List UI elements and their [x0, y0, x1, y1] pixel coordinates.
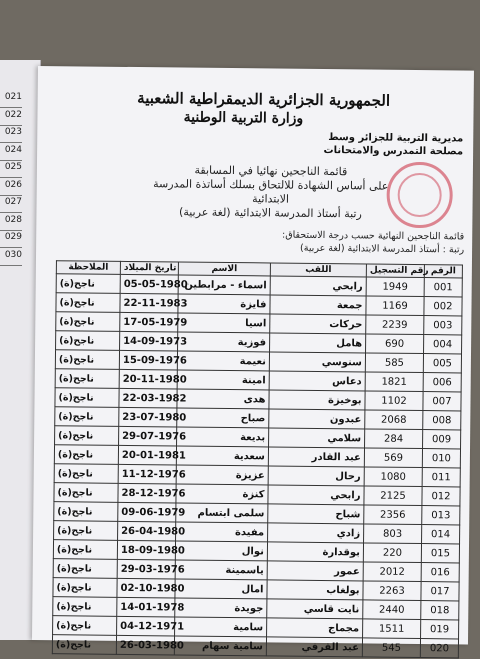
- cell-reg: 690: [366, 334, 424, 354]
- cell-num: 020: [420, 639, 458, 658]
- cell-dob: 20-01-1981: [118, 445, 176, 465]
- document-sheet: [32, 66, 474, 654]
- cell-reg: 585: [365, 353, 423, 373]
- table-row: [52, 635, 458, 658]
- cell-num: 004: [424, 335, 462, 354]
- cell-surname: عبدون: [269, 409, 365, 429]
- cell-name: نوال: [175, 541, 267, 561]
- cell-num: 017: [421, 582, 459, 601]
- back-sheet-number: 021: [0, 90, 22, 108]
- back-sheet-number: 022: [0, 108, 22, 126]
- cell-name: صباح: [177, 408, 269, 428]
- cell-reg: 2239: [366, 315, 424, 335]
- cell-reg: 803: [364, 524, 422, 544]
- cell-note: ناجح(ة): [55, 369, 119, 389]
- cell-dob: 17-05-1979: [120, 312, 178, 332]
- cell-note: ناجح(ة): [55, 407, 119, 427]
- cell-reg: 220: [363, 543, 421, 563]
- cell-dob: 29-07-1976: [119, 426, 177, 446]
- cell-dob: 04-12-1971: [117, 616, 175, 636]
- cell-name: امينة: [177, 370, 269, 390]
- cell-note: ناجح(ة): [56, 331, 120, 351]
- cell-num: 006: [423, 373, 461, 392]
- back-sheet-number: 023: [0, 125, 22, 143]
- cell-surname: عمور: [267, 561, 363, 581]
- cell-dob: 23-07-1980: [119, 407, 177, 427]
- cell-reg: 284: [365, 429, 423, 449]
- cell-surname: هامل: [270, 333, 366, 353]
- back-sheet-number: 025: [0, 160, 22, 178]
- cell-dob: 14-09-1973: [120, 331, 178, 351]
- cell-dob: 22-11-1983: [120, 293, 178, 313]
- header-name: الاسم: [178, 262, 270, 276]
- cell-note: ناجح(ة): [53, 597, 117, 617]
- cell-note: ناجح(ة): [52, 635, 116, 655]
- cell-dob: 28-12-1976: [118, 483, 176, 503]
- cell-num: 015: [421, 544, 459, 563]
- cell-note: ناجح(ة): [53, 540, 117, 560]
- ministry-heading: وزارة التربية الوطنية: [183, 109, 304, 127]
- back-sheet-number: 027: [0, 195, 22, 213]
- cell-dob: 02-10-1980: [117, 578, 175, 598]
- cell-reg: 1169: [366, 296, 424, 316]
- cell-num: 005: [423, 354, 461, 373]
- header-surname: اللقب: [270, 263, 366, 277]
- cell-name: اسيا: [178, 313, 270, 333]
- cell-num: 010: [422, 449, 460, 468]
- cell-note: ناجح(ة): [54, 483, 118, 503]
- cell-dob: 14-01-1978: [117, 597, 175, 617]
- cell-surname: عبد القادر: [268, 447, 364, 467]
- directorate-block: [263, 130, 463, 158]
- back-sheet-number: 029: [0, 230, 22, 248]
- cell-num: 012: [422, 487, 460, 506]
- cell-reg: 2356: [364, 505, 422, 525]
- cell-note: ناجح(ة): [55, 426, 119, 446]
- cell-surname: بولغاب: [267, 580, 363, 600]
- cell-reg: 2012: [363, 562, 421, 582]
- cell-note: ناجح(ة): [54, 445, 118, 465]
- cell-name: كنزة: [176, 484, 268, 504]
- back-sheet-number: 026: [0, 178, 22, 196]
- cell-surname: حركات: [270, 314, 366, 334]
- header-dob: تاريخ الميلاد: [120, 261, 178, 275]
- header-num: الرقم: [424, 265, 462, 278]
- cell-name: ياسمينة: [175, 560, 267, 580]
- cell-surname: رابحي: [270, 276, 366, 296]
- table-body: [52, 274, 462, 658]
- cell-surname: شباح: [268, 504, 364, 524]
- title-line-1: قائمة الناجحين نهائيا في المسابقة: [194, 163, 348, 179]
- cell-surname: رابحي: [268, 485, 364, 505]
- cell-num: 013: [422, 506, 460, 525]
- cell-dob: 11-12-1976: [118, 464, 176, 484]
- official-stamp: [386, 162, 453, 229]
- back-sheet-number: 028: [0, 213, 22, 231]
- cell-surname: زادي: [268, 523, 364, 543]
- cell-surname: بوقدارة: [267, 542, 363, 562]
- cell-note: ناجح(ة): [55, 350, 119, 370]
- cell-note: ناجح(ة): [53, 578, 117, 598]
- cell-dob: 26-03-1980: [116, 635, 174, 655]
- cell-dob: 09-06-1979: [118, 502, 176, 522]
- cell-reg: 2263: [363, 581, 421, 601]
- cell-name: سلمى ابتسام: [176, 503, 268, 523]
- cell-reg: 1821: [365, 372, 423, 392]
- cell-note: ناجح(ة): [53, 616, 117, 636]
- cell-num: 001: [424, 278, 462, 297]
- cell-surname: مجماج: [267, 618, 363, 638]
- header-note: الملاحظة: [56, 261, 120, 275]
- cell-reg: 1080: [364, 467, 422, 487]
- cell-note: ناجح(ة): [56, 293, 120, 313]
- cell-surname: سلامي: [269, 428, 365, 448]
- republic-heading: الجمهورية الجزائرية الديمقراطية الشعبية: [137, 89, 391, 110]
- cell-name: سامية: [175, 617, 267, 637]
- cell-reg: 2125: [364, 486, 422, 506]
- back-sheet-number: 024: [0, 143, 22, 161]
- cell-dob: 05-05-1980: [120, 274, 178, 294]
- cell-dob: 18-09-1980: [117, 540, 175, 560]
- cell-num: 014: [422, 525, 460, 544]
- service-label: مصلحة التمدرس والامتحانات: [323, 144, 464, 158]
- cell-surname: رحال: [268, 466, 364, 486]
- cell-name: سامية سهام: [174, 636, 266, 656]
- cell-reg: 1102: [365, 391, 423, 411]
- cell-surname: سنوسي: [269, 352, 365, 372]
- list-desc-line-2: رتبة : أستاذ المدرسة الابتدائية (لغة عربية): [299, 242, 465, 256]
- list-description: [164, 227, 464, 256]
- cell-dob: 20-11-1980: [119, 369, 177, 389]
- directorate-label: مديرية التربية للجزائر وسط: [328, 132, 464, 145]
- cell-note: ناجح(ة): [55, 388, 119, 408]
- list-desc-line-1: قائمة الناجحين النهائية حسب درجة الاستحقاق:: [281, 229, 465, 243]
- cell-surname: جمعة: [270, 295, 366, 315]
- cell-num: 003: [424, 316, 462, 335]
- title-line-2: على أساس الشهادة للالتحاق بسلك أساتذة المدرسة الابتدائية: [153, 177, 389, 206]
- title-line-3: رتبة أستاذ المدرسة الابتدائية (لغة عربية): [179, 205, 362, 221]
- cell-name: نعيمة: [177, 351, 269, 371]
- cell-note: ناجح(ة): [56, 312, 120, 332]
- cell-num: 018: [421, 601, 459, 620]
- cell-note: ناجح(ة): [53, 559, 117, 579]
- cell-reg: 1511: [363, 619, 421, 639]
- cell-name: مفيدة: [176, 522, 268, 542]
- back-sheet-number: 030: [0, 248, 22, 266]
- cell-num: 002: [424, 297, 462, 316]
- cell-name: بديعة: [177, 427, 269, 447]
- cell-name: اسماء - مرابطين: [178, 275, 270, 295]
- cell-reg: 2440: [363, 600, 421, 620]
- cell-name: امال: [175, 579, 267, 599]
- cell-dob: 15-09-1976: [119, 350, 177, 370]
- cell-dob: 29-03-1976: [117, 559, 175, 579]
- cell-surname: دعاس: [269, 371, 365, 391]
- cell-reg: 1949: [366, 277, 424, 297]
- cell-surname: نايت قاسي: [267, 599, 363, 619]
- cell-note: ناجح(ة): [56, 274, 120, 294]
- cell-name: هدى: [177, 389, 269, 409]
- cell-dob: 22-03-1982: [119, 388, 177, 408]
- cell-num: 019: [421, 620, 459, 639]
- cell-reg: 2068: [365, 410, 423, 430]
- cell-dob: 26-04-1980: [118, 521, 176, 541]
- cell-num: 016: [421, 563, 459, 582]
- cell-name: سعدية: [176, 446, 268, 466]
- cell-num: 008: [423, 411, 461, 430]
- header-reg: رقم التسجيل: [366, 264, 424, 278]
- cell-num: 007: [423, 392, 461, 411]
- cell-num: 009: [423, 430, 461, 449]
- document-title: [150, 163, 391, 222]
- results-table: [52, 260, 463, 658]
- cell-name: فوزية: [178, 332, 270, 352]
- cell-surname: بوخيزة: [269, 390, 365, 410]
- cell-num: 011: [422, 468, 460, 487]
- cell-name: جويدة: [175, 598, 267, 618]
- cell-note: ناجح(ة): [54, 502, 118, 522]
- cell-name: عزيزة: [176, 465, 268, 485]
- cell-reg: 569: [364, 448, 422, 468]
- cell-note: ناجح(ة): [54, 521, 118, 541]
- cell-reg: 545: [362, 638, 420, 658]
- cell-surname: عبد القرفي: [266, 637, 362, 657]
- cell-note: ناجح(ة): [54, 464, 118, 484]
- cell-name: فايزة: [178, 294, 270, 314]
